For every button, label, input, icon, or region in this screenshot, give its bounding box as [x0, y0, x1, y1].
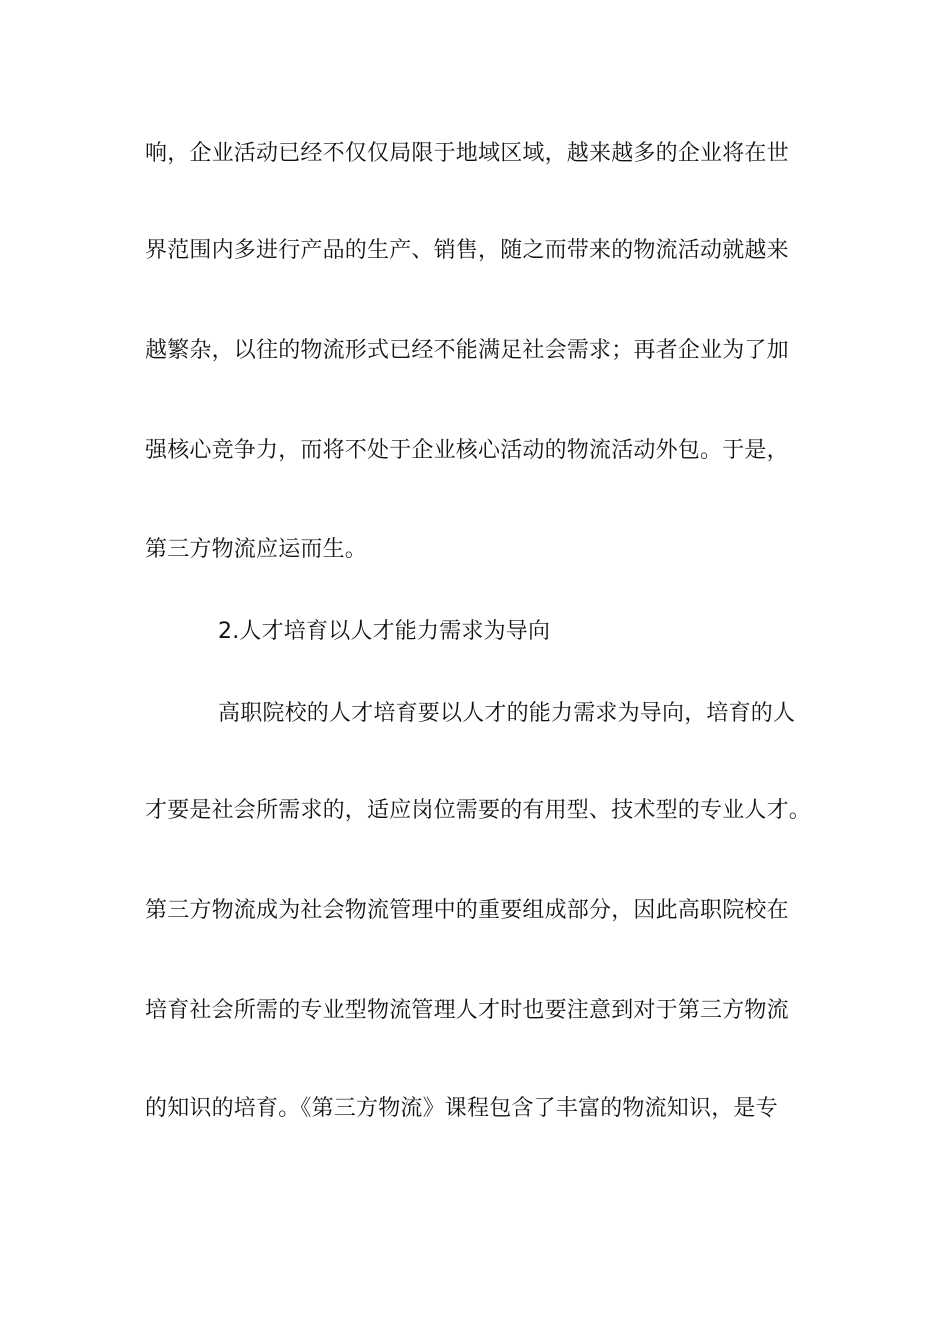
- section-heading: 2.人才培育以人才能力需求为导向: [218, 619, 551, 644]
- paragraph-1-line-2: 界范围内多进行产品的生产、销售，随之而带来的物流活动就越来: [145, 238, 789, 263]
- paragraph-2-line-5: 的知识的培育。《第三方物流》课程包含了丰富的物流知识，是专: [145, 1096, 778, 1121]
- paragraph-1-line-5: 第三方物流应运而生。: [145, 537, 368, 562]
- paragraph-1-line-1: 响，企业活动已经不仅仅局限于地域区域，越来越多的企业将在世: [145, 141, 789, 166]
- paragraph-2-line-1: 高职院校的人才培育要以人才的能力需求为导向，培育的人: [218, 701, 796, 726]
- paragraph-2-line-2: 才要是社会所需求的，适应岗位需要的有用型、技术型的专业人才。: [145, 798, 812, 823]
- paragraph-2-line-3: 第三方物流成为社会物流管理中的重要组成部分，因此高职院校在: [145, 898, 789, 923]
- paragraph-2-line-4: 培育社会所需的专业型物流管理人才时也要注意到对于第三方物流: [145, 998, 789, 1023]
- paragraph-1-line-4: 强核心竞争力，而将不处于企业核心活动的物流活动外包。于是，: [145, 438, 789, 463]
- paragraph-1-line-3: 越繁杂，以往的物流形式已经不能满足社会需求；再者企业为了加: [145, 338, 789, 363]
